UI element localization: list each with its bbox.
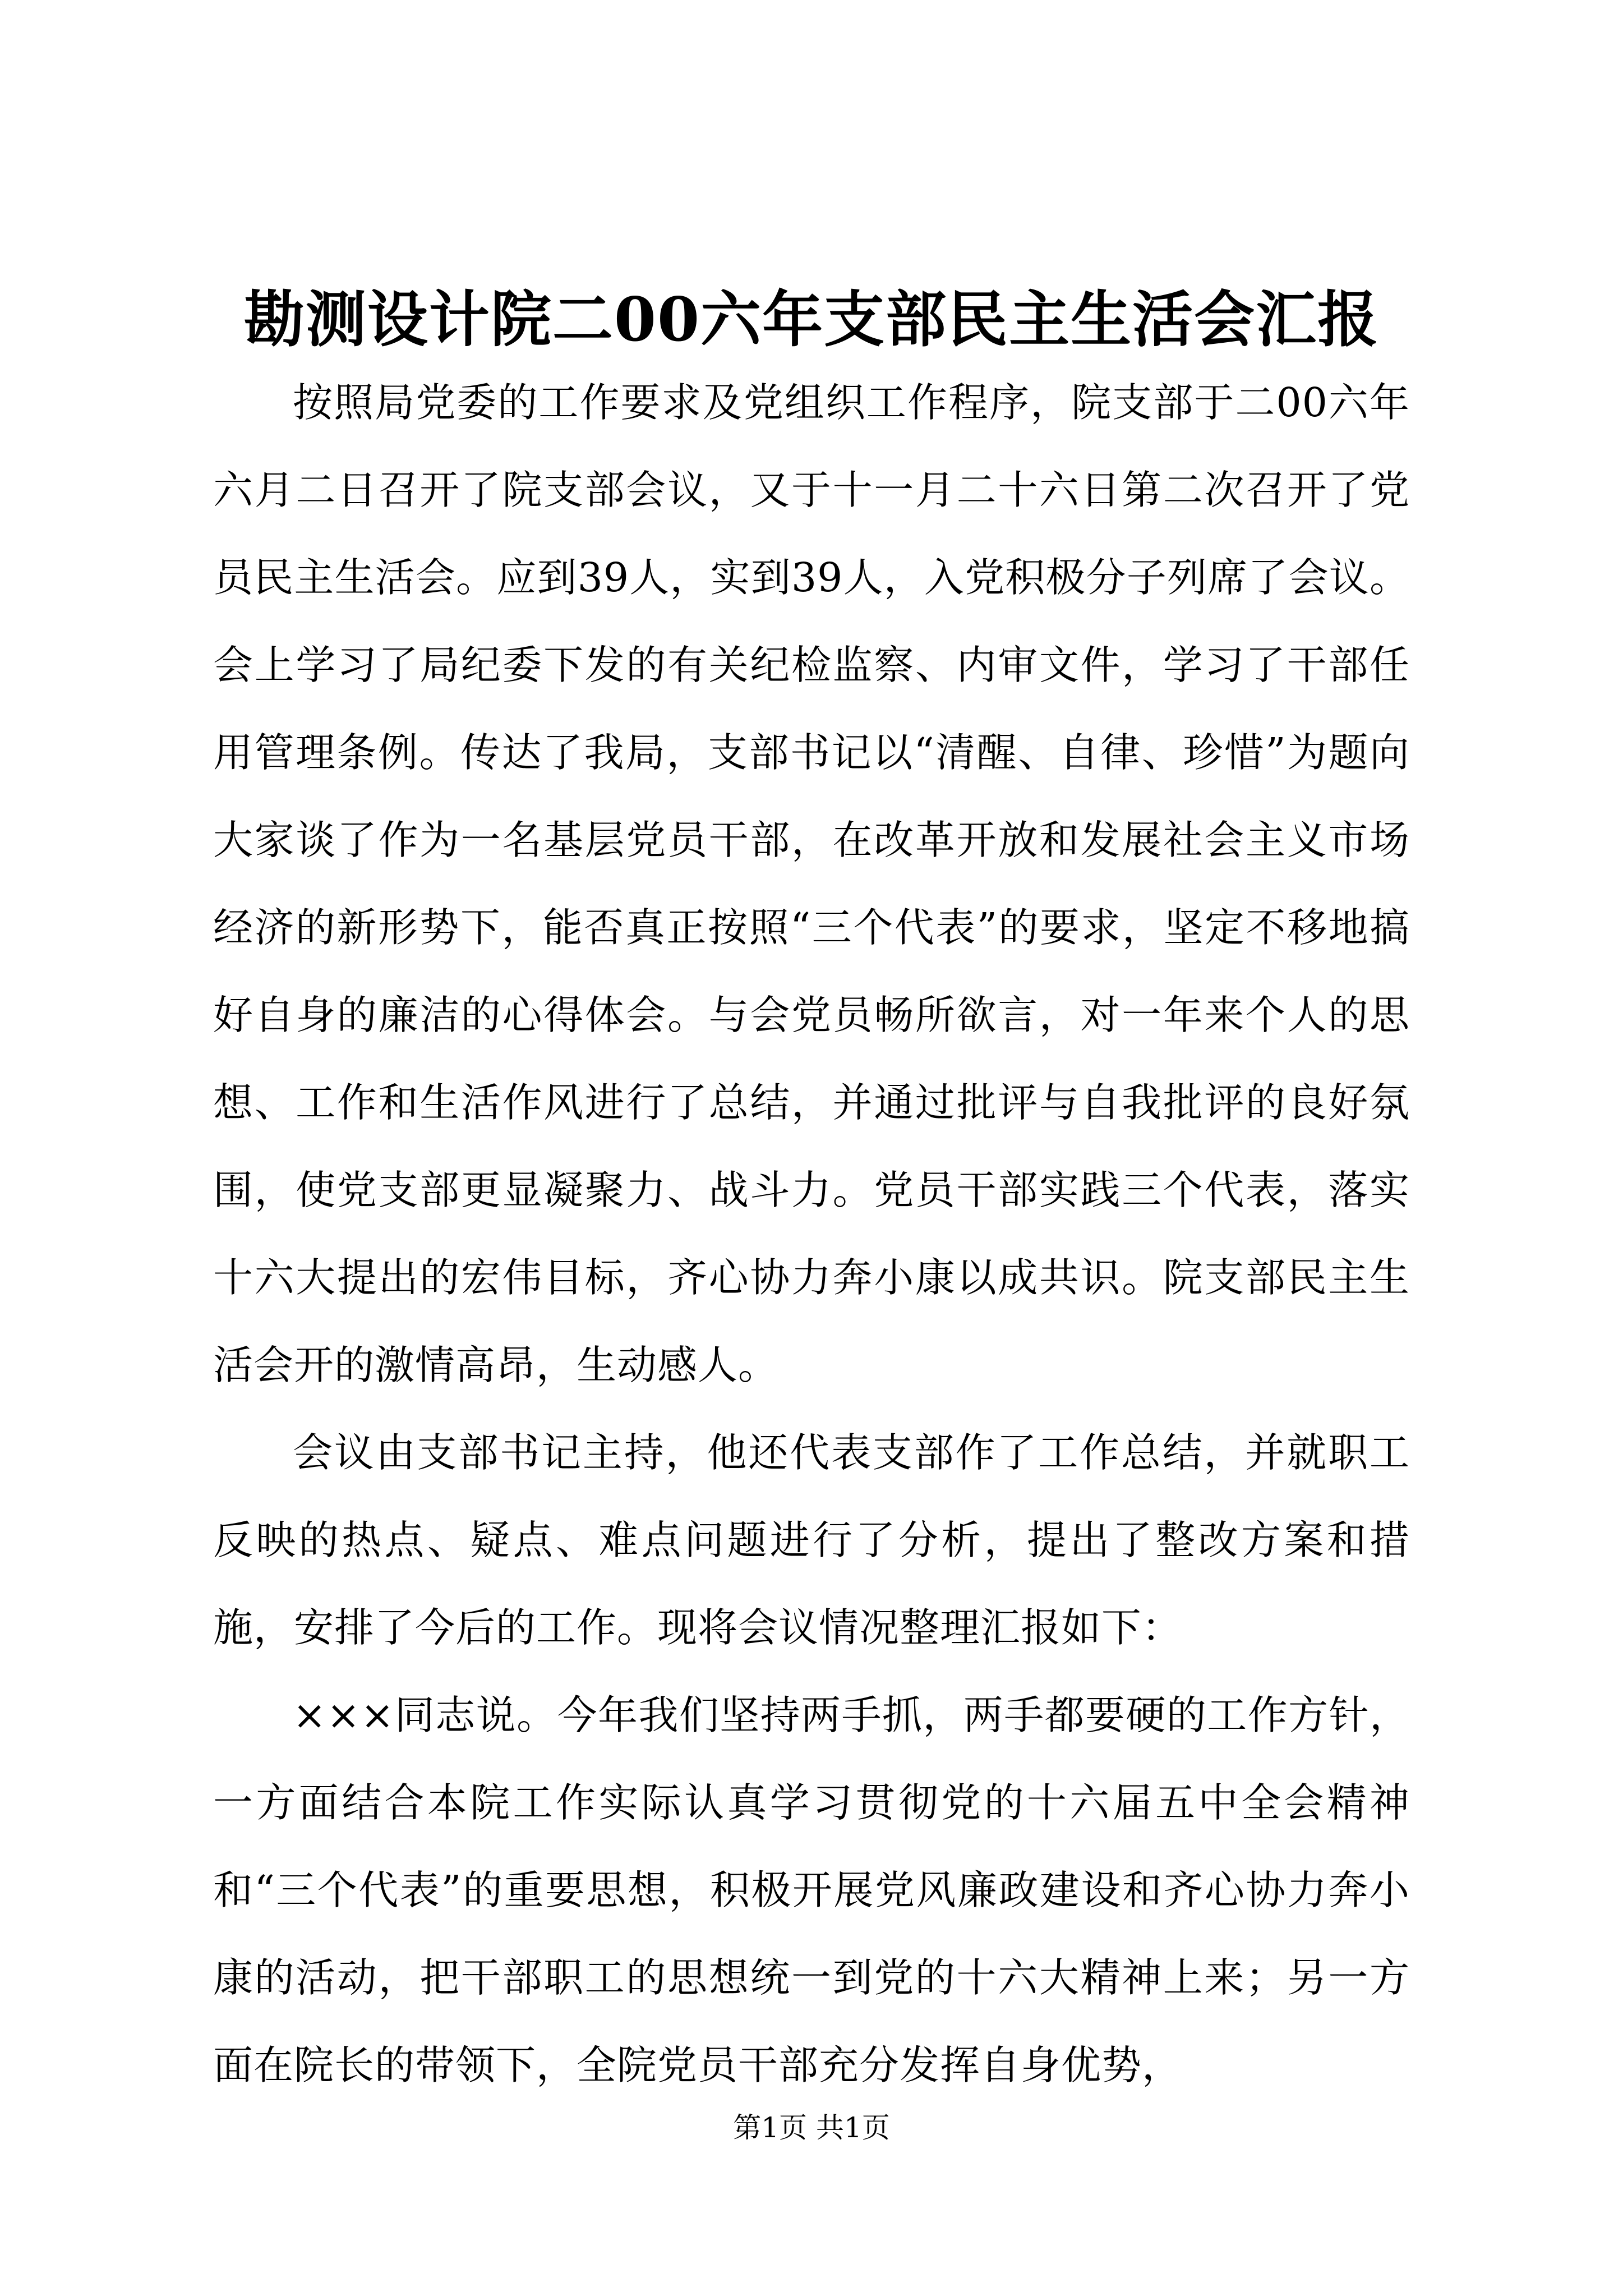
paragraph-meeting-chair: 会议由支部书记主持，他还代表支部作了工作总结，并就职工反映的热点、疑点、难点问题进行了分析，提出了整改方案和措施，安排了今后的工作。现将会议情况整理汇报如下：: [213, 1429, 1410, 1651]
page-footer: 第1页 共1页: [733, 2111, 890, 2144]
document-title: 勘测设计院二00六年支部民主生活会汇报: [243, 284, 1380, 355]
document-body: [213, 359, 1410, 2109]
paragraph-comrade-statement: ×××同志说。今年我们坚持两手抓，两手都要硬的工作方针，一方面结合本院工作实际认真学习贯彻党的十六届五中全会精神和“三个代表”的重要思想，积极开展党风廉政建设和齐心协力奔小康的活动，把干部职工的思想统一到党的十六大精神上来；另一方面在院长的带领下，全院党员干部充分发挥自身优势，: [213, 1692, 1410, 2088]
paragraph-meeting-overview: 按照局党委的工作要求及党组织工作程序，院支部于二00六年六月二日召开了院支部会议，又于十一月二十六日第二次召开了党员民主生活会。应到39人，实到39人，入党积极分子列席了会议。会上学习了局纪委下发的有关纪检监察、内审文件，学习了干部任用管理条例。传达了我局，支部书记以“清醒、自律、珍惜”为题向大家谈了作为一名基层党员干部，在改革开放和发展社会主义市场经济的新形势下，能否真正按照“三个代表”的要求，坚定不移地搞好自身的廉洁的心得体会。与会党员畅所欲言，对一年来个人的思想、工作和生活作风进行了总结，并通过批评与自我批评的良好氛围，使党支部更显凝聚力、战斗力。党员干部实践三个代表，落实十六大提出的宏伟目标，齐心协力奔小康以成共识。院支部民主生活会开的激情高昂，生动感人。: [213, 379, 1410, 1388]
